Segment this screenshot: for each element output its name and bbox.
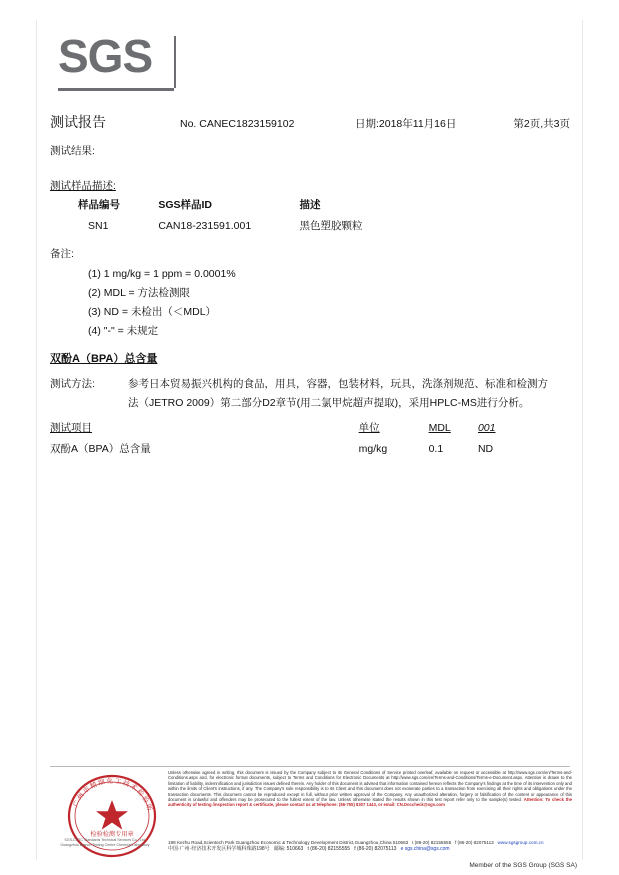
footer-address-cn: 中国·广州·经济技术开发区科学城科珠路198号 [168, 846, 270, 853]
col-header-test-item: 测试项目 [50, 422, 92, 434]
report-header-row [50, 112, 570, 132]
footer-member-text: Member of the SGS Group (SGS SA) [469, 862, 577, 869]
cell-unit: mg/kg [358, 442, 388, 455]
footer-divider [50, 766, 570, 767]
footer-tel-en: t (86-20) 82155555 [412, 840, 452, 845]
test-method-label: 测试方法: [50, 378, 95, 390]
remark-item: (3) ND = 未检出（＜MDL） [88, 306, 217, 318]
sample-table [76, 197, 476, 233]
table-row [50, 439, 550, 456]
table-header-row [76, 197, 476, 218]
footer-legal-body: Unless otherwise agreed in writing, this document is issued by the Company subject to its General Conditions of Service printed overleaf, available on request or accessible at http://www.sgs.com/en/Terms-and-Conditions.aspx and, for electronic format documents, subject to Terms and Conditions for Electronic Documents at http://www.sgs.com/en/Terms-and-Conditions/Terms-e-Document.aspx. Attention is drawn to the limitation of liability, indemnification and jurisdiction issues defined therein. Any holder of this document is advised that information contained hereon reflects the Company's findings at the time of its intervention only and within the limits of Client's instructions, if any. The Company's sole responsibility is to its Client and this document does not exonerate parties to a transaction from exercising all their rights and obligations under the transaction documents. This document cannot be reproduced except in full, without prior written approval of the Company. Any unauthorized alteration, forgery or falsification of the content or appearance of this document is unlawful and offenders may be prosecuted to the fullest extent of the law. Unless otherwise stated the results shown in this test report refer only to the sample(s) tested. [168, 770, 572, 803]
page-edge-left [36, 20, 37, 860]
cell-result-001: ND [477, 442, 494, 455]
col-header-sample-001: 001 [477, 421, 496, 434]
footer-attention-text[interactable]: Attention: To check the authenticity of testing /inspection report & certificate, please contact us at telephone: (86-755) 8307 1443, or email: CN.Doccheck@sgs.com [168, 797, 573, 808]
footer-fax-cn: f (86-20) 82075113 [354, 846, 397, 853]
page-number: 第2页,共3页 [513, 118, 570, 130]
sgs-logo [58, 30, 178, 82]
col-header-mdl: MDL [428, 421, 451, 434]
logo-underline [58, 88, 174, 91]
cell-sgs-id: CAN18-231591.001 [158, 219, 252, 232]
footer-address-cn-row [168, 846, 572, 852]
seal-caption [40, 838, 170, 847]
remark-item: (1) 1 mg/kg = 1 ppm = 0.0001% [88, 268, 236, 280]
cell-mdl: 0.1 [428, 442, 444, 455]
svg-text:广州市精细化工技术检验所: 广州市精细化工技术检验所 [72, 777, 153, 813]
col-header-sgs-id: SGS样品ID [158, 199, 213, 211]
cell-description: 黑色塑胶颗粒 [299, 220, 363, 232]
sgs-logo-text: SGS [58, 30, 153, 82]
col-header-sample-no: 样品编号 [78, 199, 120, 211]
seal-graphic [60, 770, 164, 868]
table-row [76, 218, 476, 233]
remarks-list [88, 265, 236, 341]
footer-email[interactable]: e sgs.china@sgs.com [400, 846, 450, 853]
sample-description-label: 测试样品描述: [50, 180, 116, 192]
footer-address-en: 198 Kezhu Road,Scientech Park Guangzhou Economic & Technology Development District,Guangzhou,China 510663 [168, 840, 409, 845]
col-header-unit: 单位 [358, 422, 380, 434]
svg-text:检验检测专用章: 检验检测专用章 [90, 831, 134, 838]
footer-zip-cn: 邮编: 510663 [273, 846, 304, 853]
seal-caption-line-2: Guangzhou Branch Testing Centre Chemical Laboratory [60, 842, 150, 847]
bpa-results-table [50, 420, 550, 456]
col-header-description: 描述 [299, 199, 321, 211]
test-method-text: 参考日本贸易振兴机构的食品，用具，容器，包装材料，玩具，洗涤剂规范、标准和检测方法（JETRO 2009）第二部分D2章节(用二氯甲烷超声提取)，采用HPLC-MS进行分析。 [128, 378, 548, 409]
report-number: No. CANEC1823159102 [180, 118, 295, 130]
footer-fax-en: f (86-20) 82075113 [454, 840, 494, 845]
test-result-label: 测试结果: [50, 145, 95, 157]
logo-vertical-bar [174, 36, 176, 88]
company-seal-stamp [60, 770, 164, 868]
bpa-section-heading: 双酚A（BPA）总含量 [50, 353, 158, 365]
table-header-row [50, 420, 550, 439]
footer-address-block [168, 840, 572, 853]
cell-test-item: 双酚A（BPA）总含量 [50, 443, 151, 455]
remark-item: (4) "-" = 未规定 [88, 325, 159, 337]
remark-item: (2) MDL = 方法检测限 [88, 287, 190, 299]
cell-sample-no: SN1 [88, 219, 109, 232]
seal-caption-line-1: SGS-CSTC Standards Technical Services Co., Ltd. [64, 838, 146, 842]
page-edge-right [582, 20, 583, 860]
footer-legal-text [168, 770, 572, 808]
remarks-label: 备注: [50, 248, 74, 260]
footer-tel-cn: t (86-20) 82155555 [307, 846, 351, 853]
footer-website[interactable]: www.sgsgroup.com.cn [497, 840, 544, 845]
report-date: 日期:2018年11月16日 [355, 118, 457, 130]
page-title: 测试报告 [50, 114, 106, 130]
